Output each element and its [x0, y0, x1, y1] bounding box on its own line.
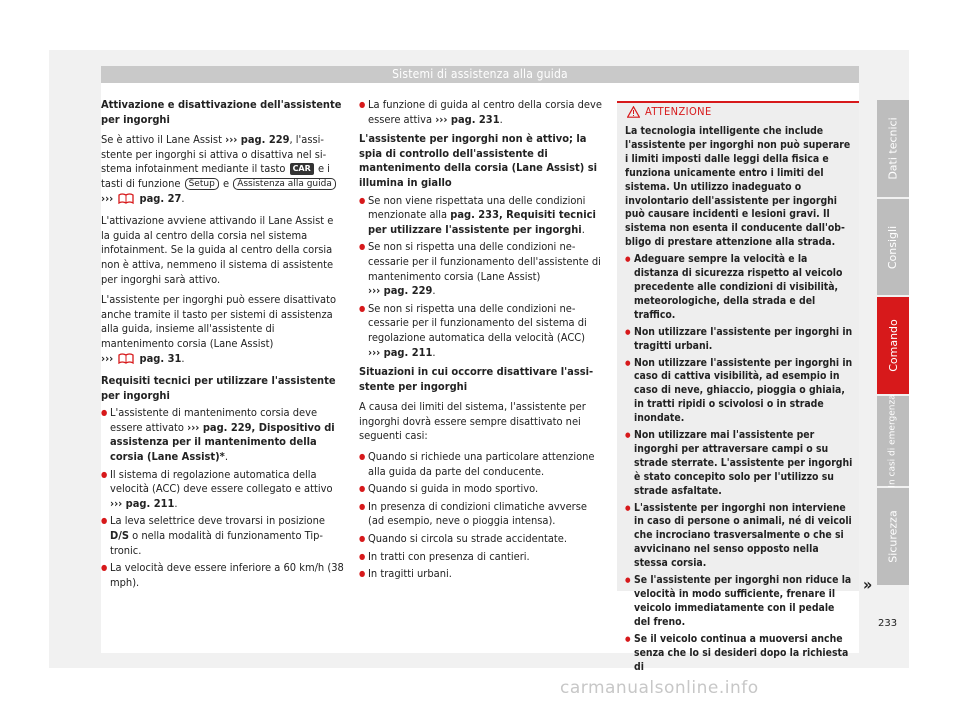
page-reference-link[interactable]: ››› pag. 229 — [225, 133, 290, 147]
tab-in-casi-di-emergenza[interactable] — [877, 396, 909, 486]
page-reference-link[interactable]: ››› pag. 229, Dispositivo di assistenza per il mantenimento della corsia (Lane Assist)* — [110, 420, 335, 464]
text: Il sistema di regolazione automatica della velocità (ACC) deve essere collegato e attivo — [110, 467, 333, 496]
warning-header — [617, 103, 859, 121]
text: Se non viene rispettata una delle condizioni menzionate alla — [368, 193, 586, 222]
text: . — [181, 191, 185, 205]
page-reference-link[interactable]: pag. 31 — [139, 351, 182, 365]
warning-intro: La tecnologia intelligente che include l'assistente per ingorghi non può superare i limiti imposti dalle leggi della fisica e funziona unicamente entro i limiti del sistema. Un utilizzo inadeguato o involontario dell'assistente per ingorghi può causare incidenti e lesioni gravi. Il sistema non esenta il conducente dall'obbligo di prestare attenzione alla strada. — [625, 125, 851, 249]
text: La leva selettrice deve trovarsi in posizione — [110, 514, 325, 528]
paragraph-system-limits: A causa dei limiti del sistema, l'assistente per ingorghi dovrà essere sempre disattivato nei seguenti casi: — [359, 400, 586, 443]
list-item — [101, 406, 345, 464]
text: . — [174, 496, 178, 510]
car-key-icon: CAR — [290, 163, 314, 175]
heading-activation: Attivazione e disattivazione dell'assistente per ingorghi — [101, 98, 342, 126]
text: La funzione di guida al centro della corsia deve essere attiva — [368, 98, 602, 126]
tab-label: In casi di emergenza — [888, 394, 899, 488]
page-reference-link[interactable]: ››› pag. 229 — [368, 284, 433, 298]
text: o nella modalità di funzionamento Tiptronic. — [110, 529, 323, 557]
page-number: 233 — [878, 618, 898, 629]
page-reference-arrows[interactable]: ››› — [101, 191, 114, 205]
tab-consigli[interactable] — [877, 199, 909, 295]
warning-list — [625, 253, 853, 674]
list-item: ● Quando si richiede una particolare attenzione alla guida da parte del conducente. — [359, 450, 603, 479]
page-reference-link[interactable]: ››› pag. 231 — [435, 112, 500, 126]
paragraph-activation-details: L'attivazione avviene attivando il Lane Assist e la guida al centro della corsia nel sistema infotainment. Se la guida al centro della corsia non è attiva, nemmeno il sistema di assistente per ingorghi sarà attivo. — [101, 214, 334, 286]
warning-box — [617, 101, 859, 673]
text-column-2 — [359, 98, 603, 585]
text: L'assistente per ingorghi può essere disattivato anche tramite il tasto per sistemi di assistenza alla guida, insieme all'assistente di mantenimento corsia (Lane Assist) — [101, 293, 337, 350]
list-item — [101, 514, 345, 558]
text: . — [499, 112, 503, 126]
text: Se non si rispetta una delle condizioni necessarie per il funzionamento del sistema di regolazione automatica della velocità (ACC) — [368, 301, 587, 344]
list-item — [359, 98, 603, 127]
tab-label: Dati tecnici — [886, 117, 900, 180]
text: e i tasti di funzione — [101, 162, 330, 190]
warning-list-item: ● Se il veicolo continua a muoversi anche senza che lo si desideri dopo la richiesta di — [625, 633, 853, 675]
setup-key: Setup — [185, 178, 219, 190]
list-item — [359, 302, 603, 360]
warning-list-item: ● Non utilizzare l'assistente per ingorghi in tragitti urbani. — [625, 326, 853, 354]
warning-list-item: ● Non utilizzare mai l'assistente per ingorghi per attraversare campi o su strade sterrate. L'assistente per ingorghi è stato concepito solo per l'utilizzo su strade asfaltate. — [625, 429, 853, 499]
warning-list-item: ● Adeguare sempre la velocità e la distanza di sicurezza rispetto al veicolo precedente alle condizioni di visibilità, meteorologiche, della strada e del traffico. — [625, 253, 853, 323]
tab-comando[interactable] — [877, 297, 909, 394]
tab-dati-tecnici[interactable] — [877, 100, 909, 197]
text: . — [181, 351, 185, 365]
text: e — [222, 176, 230, 190]
page-reference-link[interactable]: ››› pag. 211 — [368, 345, 433, 359]
paragraph-activation — [101, 133, 345, 208]
page-reference-arrows[interactable]: ››› — [101, 351, 114, 365]
text: . — [224, 450, 228, 464]
warning-body — [617, 121, 859, 674]
continue-arrow-icon: » — [863, 575, 873, 594]
list-item: ● La velocità deve essere inferiore a 60 km/h (38 mph). — [101, 561, 345, 590]
list-item: ● In tratti con presenza di cantieri. — [359, 550, 603, 565]
page-reference-link[interactable]: pag. 27 — [139, 191, 182, 205]
list-item: ● Quando si guida in modo sportivo. — [359, 482, 603, 497]
text: , l'assistente per ingorghi si attiva o disattiva nel sistema infotainment mediante il tasto — [101, 133, 327, 176]
list-item: ● In tragitti urbani. — [359, 567, 603, 582]
driver-assistance-key: Assistenza alla guida — [233, 178, 336, 190]
page-reference-link[interactable]: ››› pag. 211 — [110, 496, 175, 510]
gear-position: D/S — [110, 529, 129, 543]
list-item — [359, 240, 603, 298]
text: . — [432, 345, 436, 359]
list-item — [101, 468, 345, 512]
page-reference-link[interactable]: pag. 233, Requisiti tecnici per utilizzare l'assistente per ingorghi — [368, 208, 596, 236]
section-header: Sistemi di assistenza alla guida — [101, 66, 859, 83]
text: L'assistente di mantenimento corsia deve essere attivato — [110, 406, 318, 434]
tab-label: Sicurezza — [886, 510, 900, 563]
list-item: ● Quando si circola su strade accidentate. — [359, 532, 603, 547]
text: . — [581, 222, 585, 236]
book-icon — [118, 193, 134, 209]
warning-list-item: ● Non utilizzare l'assistente per ingorghi in caso di cattiva visibilità, ad esempio in caso di neve, ghiaccio, pioggia o ghiaia, in tratti ripidi o scivolosi o in strade inondate. — [625, 357, 853, 427]
watermark-text: carmanualsonline.info — [560, 678, 759, 698]
tab-sicurezza[interactable] — [877, 488, 909, 585]
list-item: ● In presenza di condizioni climatiche avverse (ad esempio, neve o pioggia intensa). — [359, 500, 603, 529]
text: Se non si rispetta una delle condizioni necessarie per il funzionamento dell'assistente di mantenimento corsia (Lane Assist) — [368, 240, 601, 283]
list-item — [359, 194, 603, 238]
warning-list-item: ● L'assistente per ingorghi non interviene in caso di persone o animali, né di veicoli che incrociano trasversalmente o che si avvicinano nel senso opposto nella stessa corsia. — [625, 502, 853, 572]
heading-deactivate-situations: Situazioni in cui occorre disattivare l'assistente per ingorghi — [359, 365, 594, 393]
tab-label: Comando — [886, 319, 900, 372]
text: . — [432, 284, 436, 298]
warning-triangle-icon — [627, 106, 640, 124]
warning-list-item: ● Se l'assistente per ingorghi non riduce la velocità in modo sufficiente, frenare il veicolo immediatamente con il pedale del freno. — [625, 574, 853, 630]
warning-title: ATTENZIONE — [645, 105, 712, 118]
heading-not-active: L'assistente per ingorghi non è attivo; la spia di controllo dell'assistente di mantenimento della corsia (Lane Assist) si illumina in giallo — [359, 132, 598, 189]
tab-label: Consigli — [886, 225, 900, 269]
situations-list — [359, 450, 603, 582]
paragraph-deactivation — [101, 293, 345, 368]
heading-requirements: Requisiti tecnici per utilizzare l'assistente per ingorghi — [101, 374, 336, 402]
book-icon — [118, 353, 134, 369]
text-column-1 — [101, 98, 345, 593]
text: Se è attivo il Lane Assist — [101, 133, 222, 147]
